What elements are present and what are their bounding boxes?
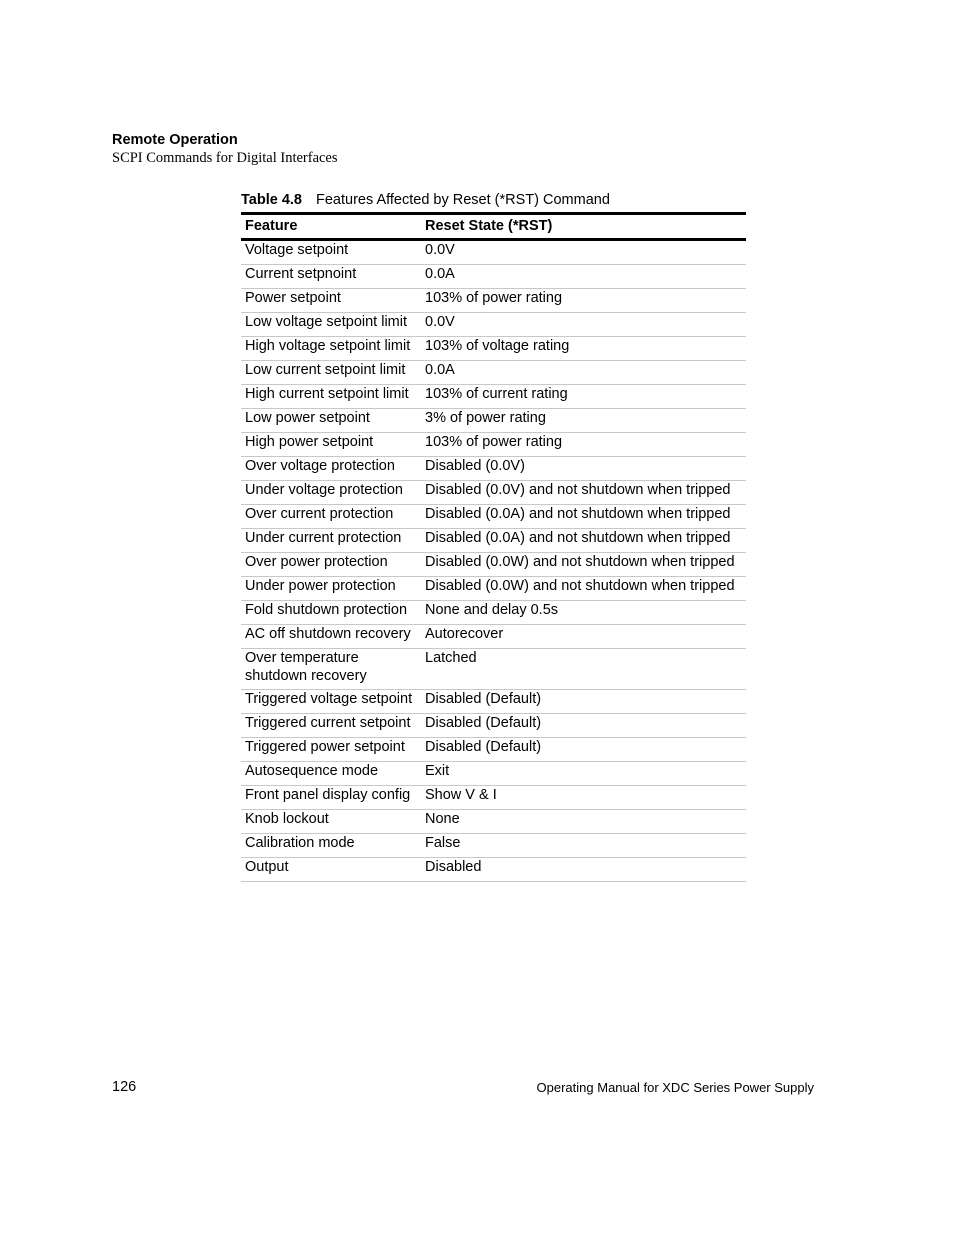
reset-features-table-container	[241, 212, 746, 882]
table-row	[241, 690, 746, 714]
reset-state-cell: 103% of voltage rating	[421, 337, 746, 361]
table-row	[241, 858, 746, 882]
feature-cell: Under current protection	[241, 529, 421, 553]
table-row	[241, 577, 746, 601]
reset-state-cell: None	[421, 810, 746, 834]
table-row	[241, 553, 746, 577]
table-row	[241, 265, 746, 289]
feature-cell: High current setpoint limit	[241, 385, 421, 409]
table-caption-text: Features Affected by Reset (*RST) Command	[316, 192, 610, 208]
table-row	[241, 289, 746, 313]
feature-cell: Low voltage setpoint limit	[241, 313, 421, 337]
table-row	[241, 409, 746, 433]
table-row	[241, 786, 746, 810]
feature-cell: Over temperature shutdown recovery	[241, 649, 421, 690]
reset-state-cell: Disabled (0.0W) and not shutdown when tripped	[421, 577, 746, 601]
feature-cell: Voltage setpoint	[241, 240, 421, 265]
table-row	[241, 433, 746, 457]
reset-state-cell: Disabled	[421, 858, 746, 882]
table-row	[241, 649, 746, 690]
column-header-feature: Feature	[241, 214, 421, 240]
feature-cell: Low power setpoint	[241, 409, 421, 433]
reset-state-cell: 0.0V	[421, 240, 746, 265]
reset-state-cell: Disabled (0.0A) and not shutdown when tripped	[421, 529, 746, 553]
feature-cell: Current setpnoint	[241, 265, 421, 289]
reset-state-cell: Disabled (0.0A) and not shutdown when tripped	[421, 505, 746, 529]
feature-cell: Power setpoint	[241, 289, 421, 313]
reset-state-cell: 0.0V	[421, 313, 746, 337]
table-row	[241, 385, 746, 409]
table-row	[241, 481, 746, 505]
reset-state-cell: Autorecover	[421, 625, 746, 649]
table-caption	[241, 191, 610, 209]
reset-state-cell: Disabled (0.0V) and not shutdown when tripped	[421, 481, 746, 505]
table-row	[241, 762, 746, 786]
reset-state-cell: 0.0A	[421, 361, 746, 385]
column-header-reset-state: Reset State (*RST)	[421, 214, 746, 240]
feature-cell: Fold shutdown protection	[241, 601, 421, 625]
feature-cell: Triggered current setpoint	[241, 714, 421, 738]
reset-state-cell: Exit	[421, 762, 746, 786]
table-header-row	[241, 214, 746, 240]
feature-cell: Over voltage protection	[241, 457, 421, 481]
reset-state-cell: 103% of current rating	[421, 385, 746, 409]
footer-manual-title: Operating Manual for XDC Series Power Supply	[536, 1080, 814, 1095]
feature-cell: Calibration mode	[241, 834, 421, 858]
feature-cell: Triggered voltage setpoint	[241, 690, 421, 714]
subsection-heading: SCPI Commands for Digital Interfaces	[112, 150, 338, 166]
feature-cell: Triggered power setpoint	[241, 738, 421, 762]
table-row	[241, 313, 746, 337]
table-row	[241, 240, 746, 265]
table-row	[241, 337, 746, 361]
reset-state-cell: Disabled (Default)	[421, 690, 746, 714]
reset-state-cell: 0.0A	[421, 265, 746, 289]
reset-state-cell: Disabled (0.0V)	[421, 457, 746, 481]
reset-state-cell: 3% of power rating	[421, 409, 746, 433]
reset-state-cell: Disabled (0.0W) and not shutdown when tripped	[421, 553, 746, 577]
table-row	[241, 457, 746, 481]
table-body	[241, 240, 746, 882]
reset-features-table	[241, 212, 746, 882]
reset-state-cell: Disabled (Default)	[421, 714, 746, 738]
table-row	[241, 505, 746, 529]
feature-cell: Output	[241, 858, 421, 882]
page-number: 126	[112, 1079, 137, 1095]
reset-state-cell: Show V & I	[421, 786, 746, 810]
table-row	[241, 738, 746, 762]
feature-cell: Under voltage protection	[241, 481, 421, 505]
reset-state-cell: None and delay 0.5s	[421, 601, 746, 625]
feature-cell: Under power protection	[241, 577, 421, 601]
table-row	[241, 810, 746, 834]
feature-cell: Over power protection	[241, 553, 421, 577]
feature-cell: High voltage setpoint limit	[241, 337, 421, 361]
feature-cell: Autosequence mode	[241, 762, 421, 786]
reset-state-cell: Latched	[421, 649, 746, 690]
feature-cell: Front panel display config	[241, 786, 421, 810]
table-row	[241, 714, 746, 738]
table-row	[241, 361, 746, 385]
feature-cell: Knob lockout	[241, 810, 421, 834]
feature-cell: Over current protection	[241, 505, 421, 529]
feature-cell: Low current setpoint limit	[241, 361, 421, 385]
table-row	[241, 601, 746, 625]
feature-cell: High power setpoint	[241, 433, 421, 457]
table-row	[241, 529, 746, 553]
feature-cell: AC off shutdown recovery	[241, 625, 421, 649]
section-heading: Remote Operation	[112, 132, 238, 148]
reset-state-cell: 103% of power rating	[421, 289, 746, 313]
table-row	[241, 625, 746, 649]
reset-state-cell: False	[421, 834, 746, 858]
table-number: Table 4.8	[241, 192, 302, 208]
table-row	[241, 834, 746, 858]
reset-state-cell: 103% of power rating	[421, 433, 746, 457]
reset-state-cell: Disabled (Default)	[421, 738, 746, 762]
